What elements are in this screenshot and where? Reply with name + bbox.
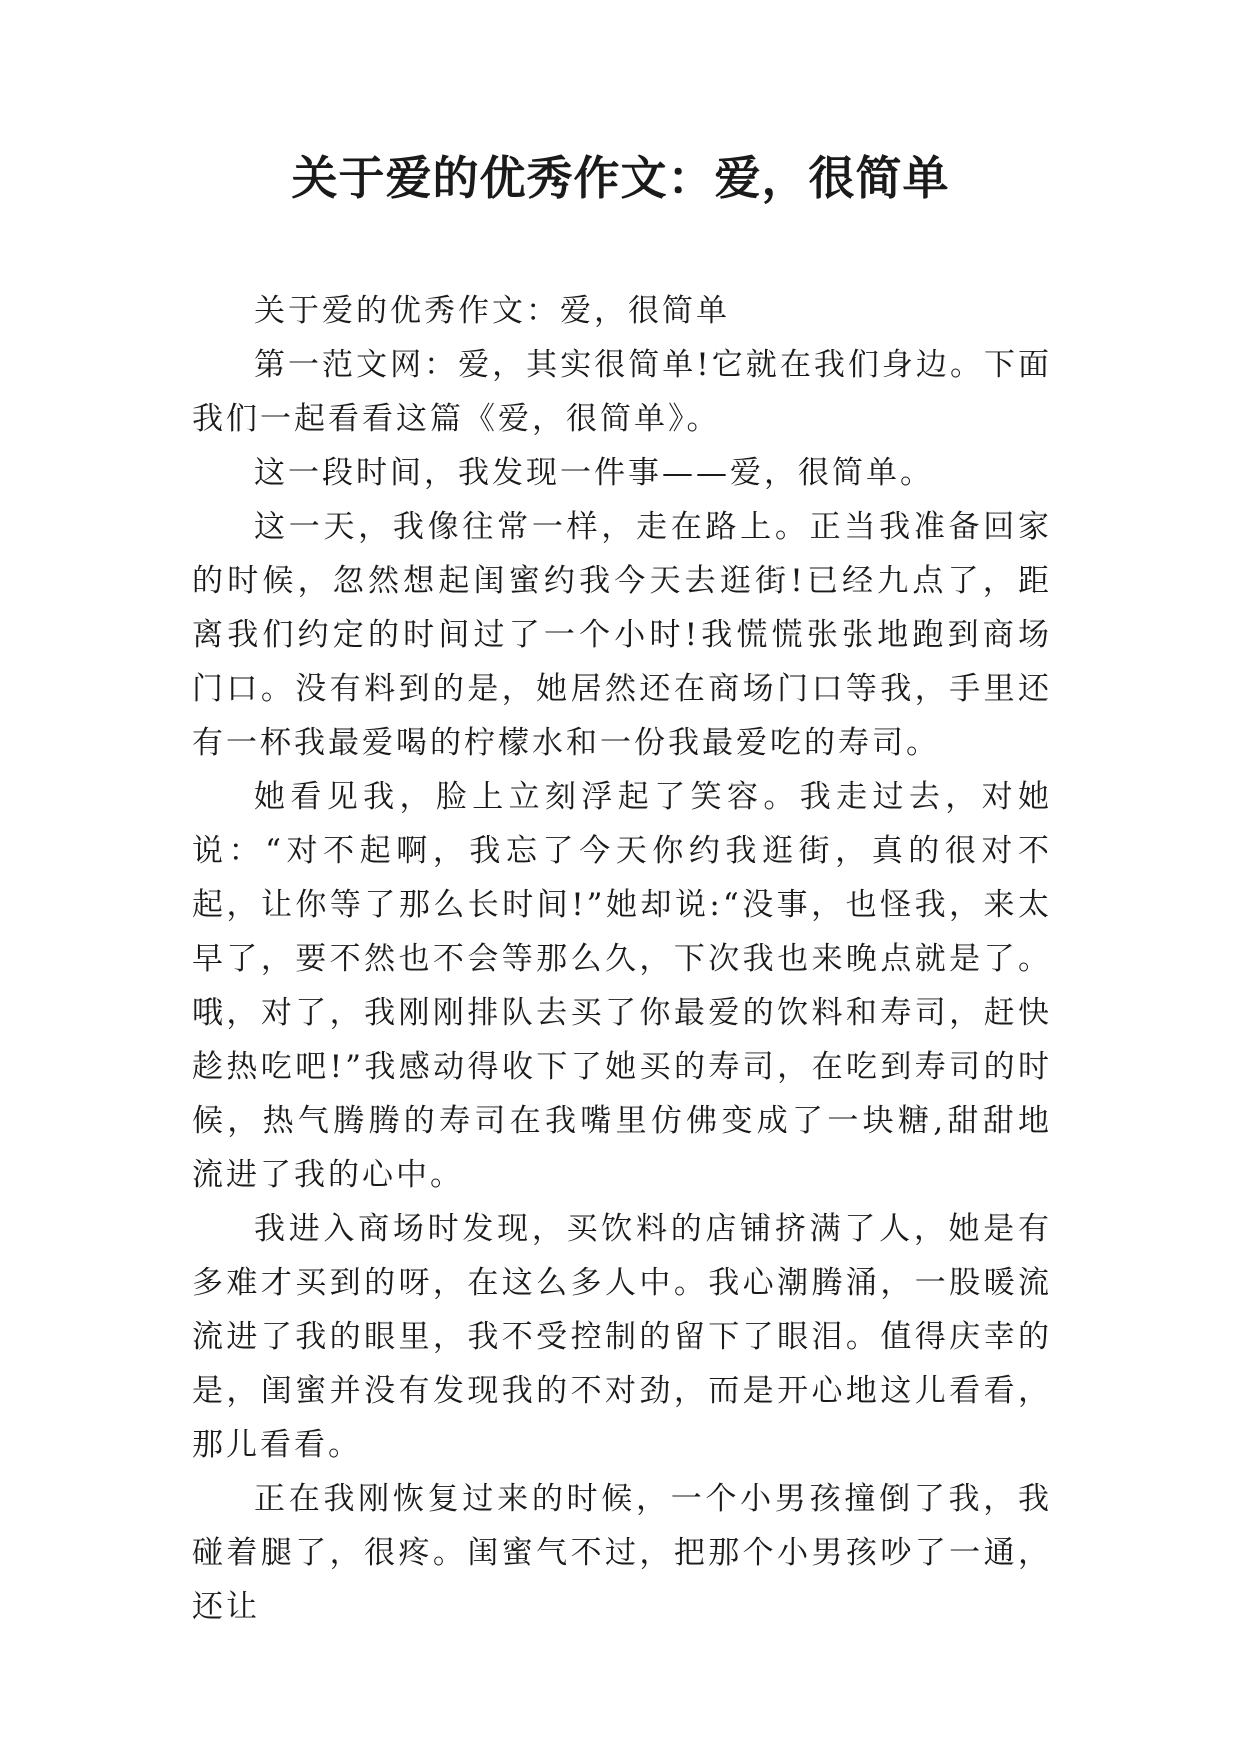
paragraph-discovery: 这一段时间，我发现一件事——爱，很简单。 [254, 455, 934, 491]
document-title: 关于爱的优秀作文：爱，很简单 [291, 151, 950, 205]
paragraph-story-start: 这一天，我像往常一样，走在路上。正当我准备回家的时候，忽然想起闺蜜约我今天去逛街!已经九点了，距离我们约定的时间过了一个小时!我慌慌张张地跑到商场门口。没有料到的是，她居然还在商场门口等我，手里还有一杯我最爱喝的柠檬水和一份我最爱吃的寿司。 [192, 509, 1052, 761]
document-body [192, 284, 1052, 1634]
paragraph-dialogue: 她看见我，脸上立刻浮起了笑容。我走过去，对她说：“对不起啊，我忘了今天你约我逛街，真的很对不起，让你等了那么长时间!”她却说:“没事，也怪我，来太早了，要不然也不会等那么久，下次我也来晚点就是了。哦，对了，我刚刚排队去买了你最爱的饮料和寿司，赶快趁热吃吧!”我感动得收下了她买的寿司，在吃到寿司的时候，热气腾腾的寿司在我嘴里仿佛变成了一块糖,甜甜地流进了我的心中。 [192, 779, 1052, 1193]
paragraph-accident: 正在我刚恢复过来的时候，一个小男孩撞倒了我，我碰着腿了，很疼。闺蜜气不过，把那个小男孩吵了一通，还让 [192, 1481, 1052, 1625]
paragraph-intro: 第一范文网：爱，其实很简单!它就在我们身边。下面我们一起看看这篇《爱，很简单》。 [192, 347, 1052, 437]
paragraph-heading-repeat: 关于爱的优秀作文：爱，很简单 [254, 293, 730, 329]
paragraph-mall: 我进入商场时发现，买饮料的店铺挤满了人，她是有多难才买到的呀，在这么多人中。我心潮腾涌，一股暖流流进了我的眼里，我不受控制的留下了眼泪。值得庆幸的是，闺蜜并没有发现我的不对劲，而是开心地这儿看看，那儿看看。 [192, 1211, 1052, 1463]
